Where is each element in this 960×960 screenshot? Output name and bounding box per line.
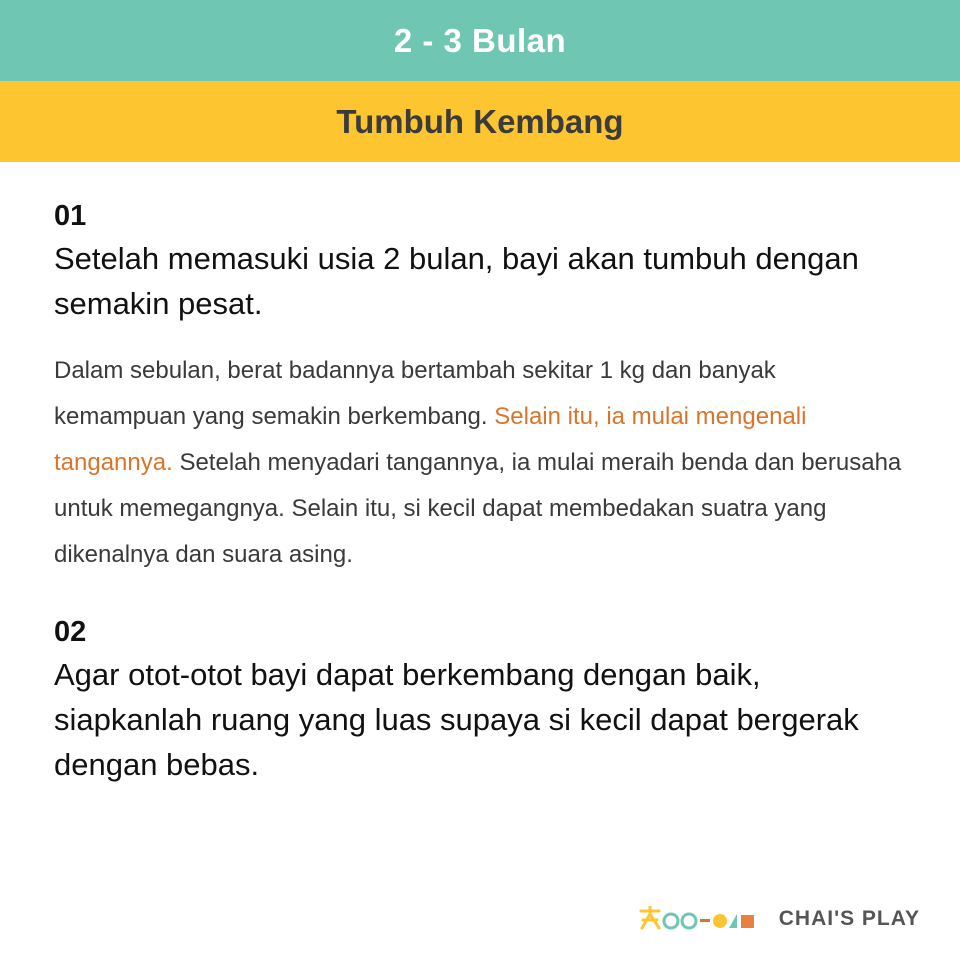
topic-header-band [0, 81, 960, 162]
age-title: 2 - 3 Bulan [393, 21, 567, 59]
toonon-logo-icon [639, 906, 761, 932]
footer-brand [639, 902, 920, 936]
body-highlight: Selain itu, ia mulai mengenali tangannya. [54, 403, 807, 476]
section-number: 02 [54, 616, 87, 648]
section-01 [54, 196, 914, 578]
section-heading: Agar otot-otot bayi dapat berkembang dengan baik, siapkanlah ruang yang luas supaya si kecil dapat bergerak dengan bebas. [54, 657, 859, 782]
section-02 [54, 612, 914, 787]
age-header-band [0, 0, 960, 81]
body-text: Dalam sebulan, berat badannya bertambah sekitar 1 kg dan banyak kemampuan yang semakin berkembang. [54, 357, 776, 430]
body-text: Setelah menyadari tangannya, ia mulai meraih benda dan berusaha untuk memegangnya. Selain itu, si kecil dapat membedakan suatra yang dikenalnya dan suara asing. [54, 449, 902, 568]
main-content [54, 196, 914, 787]
section-body [54, 348, 914, 578]
section-heading: Setelah memasuki usia 2 bulan, bayi akan tumbuh dengan semakin pesat. [54, 241, 859, 321]
brand-name: CHAI'S PLAY [778, 907, 920, 930]
topic-title: Tumbuh Kembang [336, 102, 624, 140]
section-number: 01 [54, 200, 87, 232]
